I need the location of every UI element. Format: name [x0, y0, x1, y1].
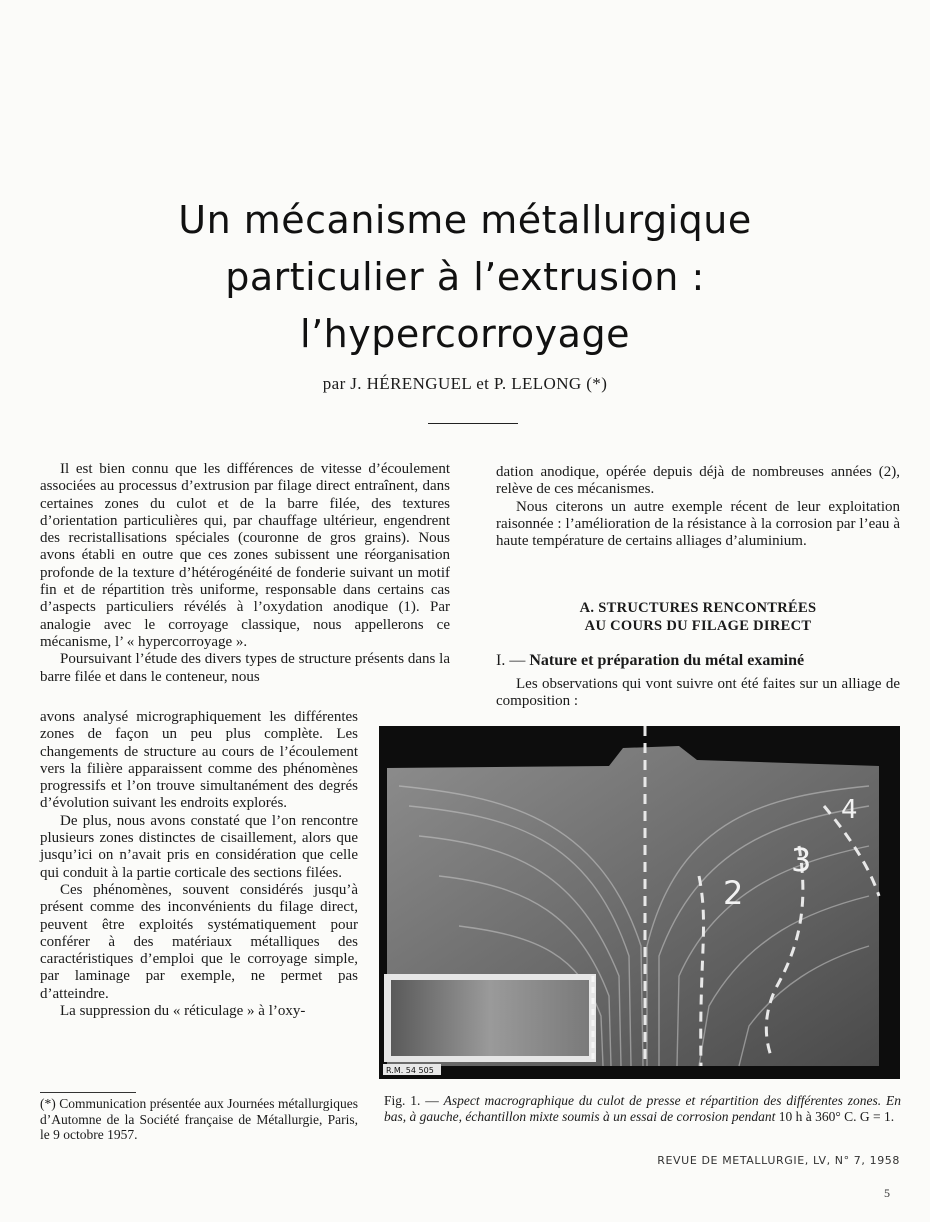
caption-italic-text: Aspect macrographique du culot de presse et répartition des différentes zones. En bas, à gauche, échantillon mixte soumis à un essai de corrosion pendant — [384, 1093, 901, 1124]
footnote: (*) Communication présentée aux Journées métallurgiques d’Automne de la Société française de Métallurgie, Paris, le 9 octobre 1957. — [40, 1096, 358, 1142]
left-column-top — [40, 461, 450, 686]
zone-label-2: 2 — [723, 874, 744, 912]
zone-label-4: 4 — [841, 795, 858, 825]
subsection-heading — [496, 652, 906, 670]
title-line-2: particulier à l’extrusion : — [225, 255, 705, 299]
section-heading-line-2: AU COURS DU FILAGE DIRECT — [584, 617, 812, 634]
left-column-narrow — [40, 709, 358, 1020]
paragraph-r3: Les observations qui vont suivre ont été faites sur un alliage de composition : — [496, 676, 900, 710]
macrograph-figure — [379, 726, 900, 1079]
zone-label-3: 3 — [791, 841, 812, 879]
caption-end: 10 h à 360° C. G = 1. — [778, 1109, 895, 1124]
page-number: 5 — [884, 1186, 890, 1200]
macrograph-image — [379, 726, 900, 1079]
right-column-top — [496, 464, 900, 550]
paragraph-r1: dation anodique, opérée depuis déjà de nombreuses années (2), relève de ces mécanismes. — [496, 464, 900, 498]
article-title — [0, 192, 930, 363]
title-line-3: l’hypercorroyage — [300, 312, 630, 356]
caption-prefix: Fig. 1. — — [384, 1093, 439, 1108]
figure-caption — [384, 1093, 901, 1125]
paragraph-3: De plus, nous avons constaté que l’on rencontre plusieurs zones distinctes de cisaillement, alors que jusqu’ici on n’avait pris en considération que celle qui conduit à la partie corticale des sections filées. — [40, 812, 358, 881]
section-heading-line-1: A. STRUCTURES RENCONTRÉES — [579, 600, 817, 616]
paragraph-4: Ces phénomènes, souvent considérés jusqu’à présent comme des inconvénients du filage direct, peuvent être exploités systématiquement pour conférer à des matériaux métalliques des caractéristiques d’emploi que le corroyage simple, par laminage par exemple, ne permet pas d’atteindre. — [40, 881, 358, 1002]
section-heading — [496, 600, 900, 635]
author-line: par J. HÉRENGUEL et P. LELONG (*) — [322, 374, 608, 393]
subsection-number: I. — — [496, 652, 526, 669]
paragraph-intro: Il est bien connu que les différences de vitesse d’écoulement associées au processus d’extrusion par filage direct entraînent, dans certaines zones du culot et de la barre filée, des textures d’orientation particulières qui, par chauffage ultérieur, engendrent des recristallisations spéciales (couronne de gros grains). Nous avons établi en outre que ces zones subissent une réorganisation profonde de la texture d’hétérogénéité de fonderie suivant un motif fin et de répartition très uniforme, responsable dans certains cas d’aspects particuliers révélés à l’oxydation anodique (1). Par analogie avec le corroyage classique, nous appellerons ce mécanisme, l’ « hypercorroyage ». — [40, 461, 450, 650]
paragraph-2-cont: avons analysé micrographiquement les différentes zones de façon un peu plus complète. Les changements de structure au cours de l’écoulement vers la filière apparaissent comme des phénomènes progressifs et l’on trouve simultanément des degrés d’évolution suivant les endroits explorés. — [40, 709, 358, 812]
title-line-1: Un mécanisme métallurgique — [178, 198, 752, 242]
journal-reference: REVUE DE METALLURGIE, LV, N° 7, 1958 — [657, 1154, 900, 1167]
footnote-divider — [40, 1092, 136, 1093]
title-divider — [428, 423, 518, 424]
subsection-title: Nature et préparation du métal examiné — [529, 652, 805, 669]
plate-id: R.M. 54 505 — [386, 1066, 434, 1075]
right-column-bottom — [496, 676, 900, 711]
paragraph-2-start: Poursuivant l’étude des divers types de structure présents dans la barre filée et dans le conteneur, nous — [40, 651, 450, 685]
paragraph-r2: Nous citerons un autre exemple récent de leur exploitation raisonnée : l’amélioration de la résistance à la corrosion par l’eau à haute température de certains alliages d’aluminium. — [496, 498, 900, 550]
paragraph-5: La suppression du « réticulage » à l’oxy- — [60, 1003, 306, 1020]
